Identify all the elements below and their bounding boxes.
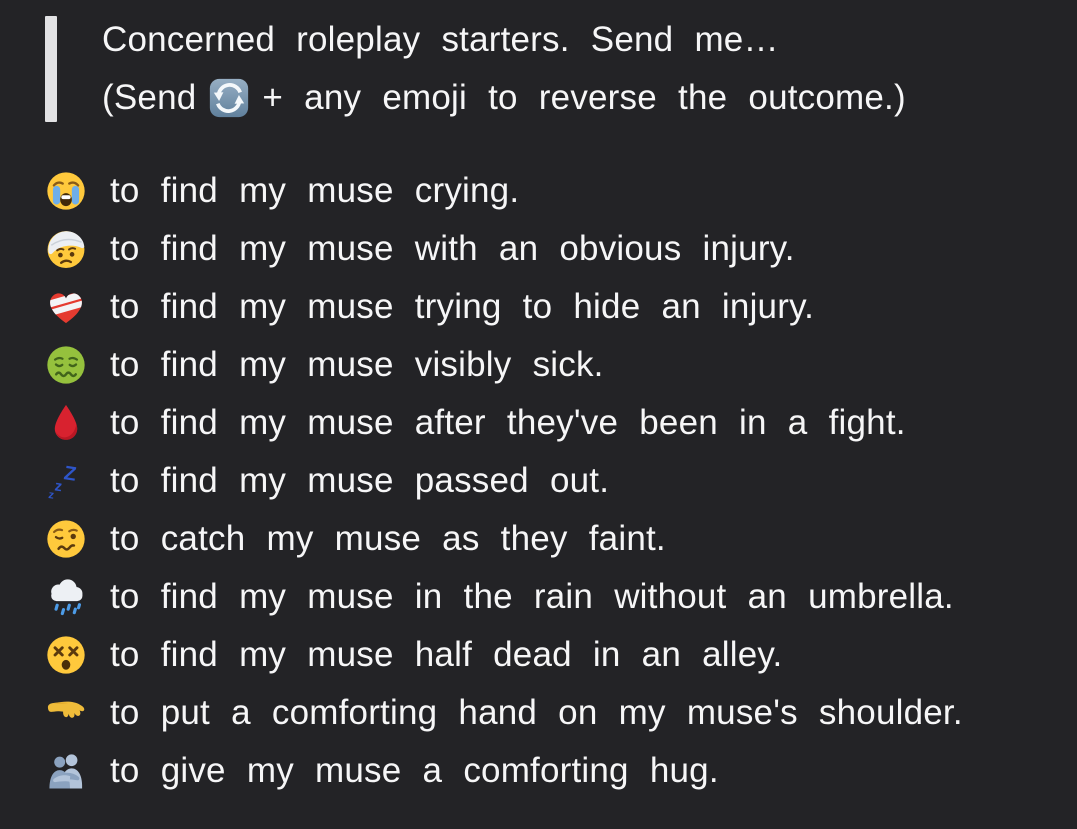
people-hugging-emoji [45,750,87,792]
emoji-cell [45,634,110,676]
zzz-sleep-symbol-emoji [45,460,87,502]
emoji-cell [45,344,110,386]
starter-text: to find my muse crying. [110,171,520,210]
starter-text: to find my muse with an obvious injury. [110,229,795,268]
nauseated-face-emoji [45,344,87,386]
header-line-1: Concerned roleplay starters. Send me… [102,20,779,59]
svg-text:z: z [53,478,64,496]
emoji-cell [45,750,110,792]
starter-item [0,278,1077,336]
palm-down-hand-emoji [45,691,89,735]
emoji-cell [45,518,110,560]
starter-text: to find my muse visibly sick. [110,345,604,384]
emoji-cell [45,460,110,502]
starter-text: to put a comforting hand on my muse's shoulder. [110,693,963,732]
starter-item [0,452,1077,510]
starter-item [0,336,1077,394]
starter-item [0,220,1077,278]
header-line-2-prefix: (Send [102,78,197,117]
starter-item [0,162,1077,220]
face-with-head-bandage-emoji [45,228,87,270]
emoji-cell [45,576,110,618]
emoji-cell [45,286,110,328]
starter-item [0,684,1077,742]
starter-item [0,510,1077,568]
starter-text: to find my muse after they've been in a fight. [110,403,906,442]
starter-text: to find my muse half dead in an alley. [110,635,783,674]
starter-text: to find my muse in the rain without an umbrella. [110,577,954,616]
face-with-crossed-out-eyes-emoji [45,634,87,676]
starter-item [0,568,1077,626]
blockquote-bar [45,16,57,122]
emoji-cell [45,228,110,270]
mending-heart-emoji [45,286,87,328]
blockquote-text [102,11,906,127]
starters-list [0,162,1077,800]
woozy-face-emoji [45,518,87,560]
blockquote [45,11,1057,127]
loudly-crying-face-emoji [45,170,87,212]
cloud-with-rain-emoji [45,576,87,618]
emoji-cell [45,402,110,444]
starter-text: to find my muse passed out. [110,461,610,500]
header-line-2 [102,69,906,127]
starter-text: to catch my muse as they faint. [110,519,666,558]
starter-text: to give my muse a comforting hug. [110,751,719,790]
starter-item [0,394,1077,452]
starter-text: to find my muse trying to hide an injury. [110,287,815,326]
counterclockwise-arrows-button-emoji [208,77,250,119]
emoji-cell [45,691,110,735]
svg-text:z: z [47,489,55,502]
drop-of-blood-emoji [45,402,87,444]
svg-text:Z: Z [62,462,78,486]
starter-item [0,626,1077,684]
header-line-2-suffix: + any emoji to reverse the outcome.) [262,78,906,117]
starter-item [0,742,1077,800]
emoji-cell [45,170,110,212]
